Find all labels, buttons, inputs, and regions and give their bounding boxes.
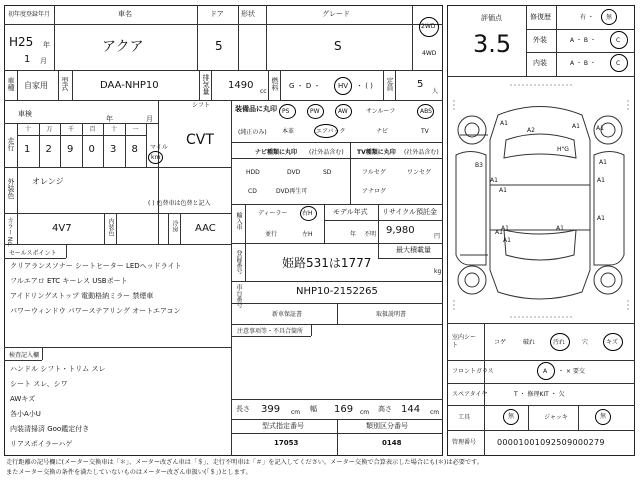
sales-point-line: アイドリングストップ 電動格納ミラー 禁煙車 xyxy=(10,292,154,300)
navi-label: ナビ種類に丸印 xyxy=(255,149,298,156)
height-label: 高さ xyxy=(378,405,392,413)
mileage-digit-label: 百 xyxy=(89,126,96,133)
fuel-label: 燃料 xyxy=(271,77,279,91)
inspection-year-unit: 年 xyxy=(106,115,113,123)
navi-item: DVD再生可 xyxy=(276,188,308,195)
mileage-unit-mile: マイル xyxy=(150,144,168,151)
navi-item: HDD xyxy=(246,169,260,176)
reg-era: H25 xyxy=(9,35,34,49)
drive-4wd: 4WD xyxy=(422,50,437,57)
registration-value: 姫路531は1777 xyxy=(282,256,372,270)
damage-mark: A1 xyxy=(597,215,605,222)
repair-options: 有 ・ xyxy=(580,14,594,21)
damage-mark: B3 xyxy=(475,162,483,169)
glass-selected: A xyxy=(543,368,548,375)
tool-label: 工具 xyxy=(458,414,471,421)
tv-label: TV種類に丸印 xyxy=(357,149,396,156)
inspector-note-line: AWキズ xyxy=(10,395,36,403)
seat-label: 室内シート xyxy=(452,334,477,350)
drive-2wd: 2WD xyxy=(421,23,436,30)
import-dealer: ディーラー xyxy=(258,210,288,217)
recycle-value: 9,980 xyxy=(386,225,415,236)
mileage-cell-divider xyxy=(125,123,126,167)
recycle-unit: 円 xyxy=(434,233,441,240)
fuel-other: ・ ( ) xyxy=(356,82,373,90)
footer-line-1: 走行距離の記号欄に(メーター交換車は「＊」、メーター改ざん車は「＄」、走行不明車は「＃」を記入してください。メーター交換で合算表示した場合にも(＊)は必要です。 xyxy=(6,459,483,466)
mileage-digit-label: 十 xyxy=(111,126,118,133)
damage-mark: H"G xyxy=(557,146,569,153)
damage-mark: A1 xyxy=(500,120,508,127)
exterior-value: オレンジ xyxy=(32,177,64,186)
reg-month: 1 xyxy=(24,54,31,65)
sales-point-line: パワーウィンドウ パワーステアリング オートエアコン xyxy=(10,307,181,315)
mileage-cell-divider xyxy=(146,123,147,167)
damage-mark: A1 xyxy=(556,225,564,232)
sales-point-line: クリアランスソナー シートヒーター LEDヘッドライト xyxy=(10,262,182,270)
tv-item: フルセグ xyxy=(362,169,386,176)
import-label: 輸入車 xyxy=(235,212,242,230)
fuel-options: G ・ D ・ xyxy=(289,82,321,90)
inspector-note-line: 内装清掃済 Goo鑑定付き xyxy=(10,425,90,433)
capacity-value: 5 xyxy=(417,79,424,90)
width-label: 幅 xyxy=(310,405,317,413)
damage-mark: A2 xyxy=(527,127,535,134)
doors-value: 5 xyxy=(215,39,223,53)
mileage-digit: 1 xyxy=(24,144,31,155)
exterior-grade-selected: C xyxy=(616,37,621,44)
recycle-label: リサイクル預託金 xyxy=(382,208,438,216)
navi-item: CD xyxy=(248,188,257,195)
displacement-label: 排気量 xyxy=(202,74,210,95)
ac-label: 冷房 xyxy=(171,220,178,232)
exterior-label: 外装色 xyxy=(7,178,15,199)
new-car-warranty: 新車保証書 xyxy=(272,311,303,318)
seat-item: コゲ xyxy=(494,339,507,346)
month-unit: 月 xyxy=(40,57,47,65)
category-value: 自家用 xyxy=(24,81,48,90)
displacement-value: 1490 xyxy=(228,80,254,91)
damage-mark: A1 xyxy=(572,123,580,130)
damage-mark: A1 xyxy=(490,177,498,184)
class-label: 類別区分番号 xyxy=(366,422,408,430)
equipment-label: 装備品に丸印 xyxy=(235,105,277,113)
equipment-item: PW xyxy=(310,108,320,115)
inspector-note-line: リアスポイラーハゲ xyxy=(10,440,73,448)
capacity-unit: 人 xyxy=(432,88,439,95)
equipment-item: 本革 xyxy=(282,128,295,135)
interior-grade-options: A ・ B ・ xyxy=(570,60,596,67)
mgmt-value: 00001001092509000279 xyxy=(497,438,605,447)
damage-mark: A1 xyxy=(599,159,607,166)
inspector-notes-label: 検査記入欄 xyxy=(9,352,40,359)
model-label: 形状 xyxy=(241,10,255,18)
score-label: 評価点 xyxy=(481,14,502,22)
class-value: 0148 xyxy=(382,439,402,447)
navi-item: DVD xyxy=(287,169,301,176)
mileage-digit: 0 xyxy=(88,144,95,155)
doors-label: ドア xyxy=(210,10,224,18)
footer-line-2: またメーター交換の条件を満たしていないものはメーター改ざん車扱い(「＄」)とします。 xyxy=(6,469,252,476)
chassis-label: 車台番号 xyxy=(235,284,242,308)
manual-label: 取扱説明書 xyxy=(376,311,407,318)
model-year-label: モデル年式 xyxy=(333,208,368,216)
glass-rest: ・ × 要交 xyxy=(558,368,585,375)
jack-label: ジャッキ xyxy=(544,414,568,421)
mileage-unit-km: km xyxy=(151,154,161,161)
seat-item: 穴 xyxy=(582,339,589,346)
car-name-label: 車名 xyxy=(118,10,132,18)
equipment-item: ABS xyxy=(420,108,432,115)
mileage-digit: 8 xyxy=(131,144,138,155)
mileage-cell-divider xyxy=(60,123,61,167)
handle-right: 右H xyxy=(302,210,313,217)
category-label: 車種 xyxy=(7,77,15,91)
color-code-value: 4V7 xyxy=(52,223,72,234)
shift-label: シフト xyxy=(192,102,211,109)
interior-color-label: 内装色 xyxy=(107,218,114,236)
mileage-label-divider xyxy=(17,135,146,136)
interior-grade-selected: C xyxy=(616,60,621,67)
equipment-item: TV xyxy=(421,128,429,135)
tv-item: ワンセグ xyxy=(407,169,432,176)
repair-label: 修復歴 xyxy=(530,13,551,21)
navi-sublabel: (社外品含む) xyxy=(309,149,344,156)
mileage-cell-divider xyxy=(103,123,104,167)
ac-value: AAC xyxy=(195,223,216,234)
shift-value: CVT xyxy=(186,132,214,148)
seat-item: 破れ xyxy=(523,339,536,346)
damage-mark: A1 xyxy=(499,187,507,194)
tv-sublabel: (社外品含む) xyxy=(404,149,439,156)
mileage-digit-label: 十 xyxy=(25,126,32,133)
grade-value: S xyxy=(334,39,342,53)
load-unit: kg xyxy=(434,268,442,275)
seat-item: キズ xyxy=(606,339,618,346)
grade-label: グレード xyxy=(322,10,350,18)
equipment-item: PS xyxy=(282,108,290,115)
color-code-label: カラー No. xyxy=(6,217,13,247)
jack-value: 無 xyxy=(600,413,607,420)
sales-point-line: フルエアロ ETC キーレス USBポート xyxy=(10,277,128,285)
inspector-note-line: シート スレ、シワ xyxy=(10,380,68,388)
damage-mark: A1 xyxy=(495,229,503,236)
spare-label: スペアタイヤ xyxy=(452,391,488,398)
glass-label: フロントガラス xyxy=(452,368,494,375)
fuel-selected: HV xyxy=(338,82,349,90)
exterior-grade-options: A ・ B ・ xyxy=(570,37,596,44)
type-value: DAA-NHP10 xyxy=(100,80,159,91)
car-name: アクア xyxy=(102,39,144,55)
width-unit: cm xyxy=(360,409,370,416)
length-unit: cm xyxy=(291,409,301,416)
mileage-digit: 3 xyxy=(110,144,117,155)
first-reg-label: 初年度登録年月 xyxy=(8,11,51,18)
exterior-note: ( ) 色替車は色替と記入 xyxy=(148,200,211,207)
tool-value: 無 xyxy=(508,413,515,420)
equipment-sublabel: (純正のみ) xyxy=(238,129,267,136)
damage-mark: A1 xyxy=(596,125,604,132)
mileage-cell-divider xyxy=(39,123,40,167)
length-value: 399 xyxy=(261,404,281,415)
sales-points-label: セールスポイント xyxy=(9,250,57,257)
width-value: 169 xyxy=(334,404,354,415)
car-damage-diagram xyxy=(450,80,632,322)
inspector-note-line: ハンドル シフト・トリム スレ xyxy=(10,365,106,373)
equipment-item: サンルーフ xyxy=(366,108,396,115)
registration-label: 登録番号 xyxy=(235,250,242,274)
mileage-cell-divider xyxy=(82,123,83,167)
equipment-item: エアバック xyxy=(316,128,346,135)
equipment-item: ナビ xyxy=(376,128,389,135)
interior-grade-label: 内装 xyxy=(533,59,547,67)
model-year-unknown: 不明 xyxy=(364,231,377,238)
mileage-label: 走行 xyxy=(7,137,15,151)
model-cert-label: 型式指定番号 xyxy=(262,422,304,430)
chassis-value: NHP10-2152265 xyxy=(296,286,378,297)
caution-label: 注意事項等・不具合箇所 xyxy=(237,328,304,335)
damage-mark: A1 xyxy=(597,177,605,184)
score-value: 3.5 xyxy=(473,30,512,58)
mileage-digit: 9 xyxy=(67,144,74,155)
inspection-label: 車検 xyxy=(18,110,32,118)
navi-item: SD xyxy=(323,169,332,176)
load-label: 最大積載量 xyxy=(396,246,431,254)
damage-mark: A1 xyxy=(503,237,511,244)
exterior-grade-label: 外装 xyxy=(533,36,547,44)
length-label: 長さ xyxy=(236,405,250,413)
tv-item: アナログ xyxy=(362,188,387,195)
import-parallel: 並行 xyxy=(265,231,278,238)
mileage-digit-label: 一 xyxy=(132,126,139,133)
mgmt-label: 管理番号 xyxy=(452,439,477,446)
inspector-note-line: 各小A小U xyxy=(10,410,41,418)
capacity-label: 定員 xyxy=(386,77,394,91)
seat-item: 汚れ xyxy=(553,339,566,346)
year-unit: 年 xyxy=(43,41,50,49)
handle-left: 左H xyxy=(302,231,313,238)
model-cert-value: 17053 xyxy=(274,439,299,447)
inspection-month-unit: 月 xyxy=(146,115,153,123)
equipment-item: AW xyxy=(338,108,348,115)
model-year-unit: 年 xyxy=(350,231,357,238)
mileage-digit-label: 千 xyxy=(68,126,75,133)
type-label: 型式 xyxy=(61,77,69,91)
mileage-digit-label: 万 xyxy=(46,126,53,133)
damage-mark: A1 xyxy=(501,225,509,232)
spare-items: T ・ 修理KIT ・ 欠 xyxy=(514,391,565,398)
repair-selected: 無 xyxy=(606,14,613,21)
mileage-digit: 2 xyxy=(45,144,52,155)
height-unit: cm xyxy=(430,409,440,416)
height-value: 144 xyxy=(401,404,421,415)
displacement-unit: cc xyxy=(260,88,267,95)
